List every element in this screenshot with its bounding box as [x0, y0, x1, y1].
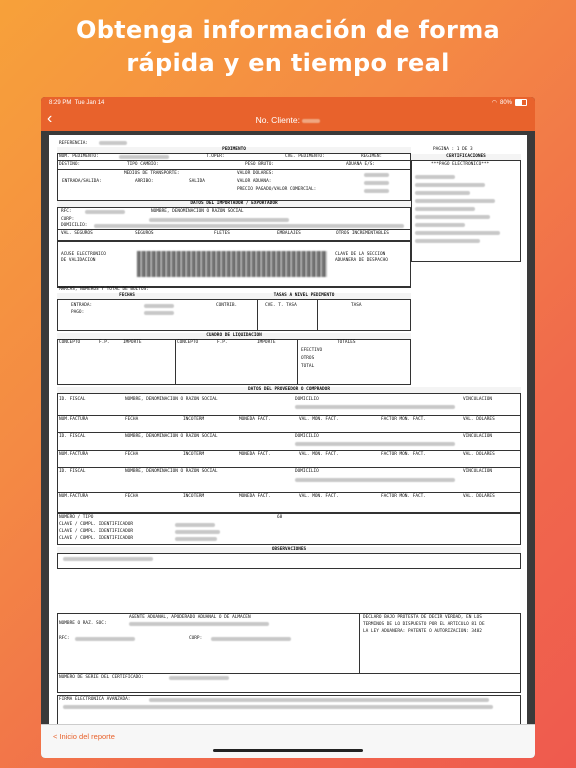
referencia-label: REFERENCIA:	[59, 141, 89, 146]
certificaciones-blurred-lines	[415, 171, 515, 247]
promo-line-1: Obtenga información de forma	[76, 16, 500, 44]
validation-barcode	[137, 251, 327, 277]
bottom-toolbar	[41, 724, 535, 758]
navigation-bar	[41, 109, 535, 131]
battery-percent: 80%	[499, 99, 512, 106]
tablet-screen	[41, 97, 535, 758]
page-indicator: PAGINA : 1 DE 3	[433, 147, 473, 152]
client-number	[302, 119, 320, 123]
pedimento-header-box	[57, 147, 411, 201]
status-bar	[41, 97, 535, 109]
wifi-icon: ◠	[491, 100, 497, 106]
promo-line-2: rápida y en tiempo real	[126, 49, 450, 77]
nav-title: No. Cliente:	[41, 115, 535, 125]
status-time: 8:29 PM	[49, 100, 72, 106]
pedimento-document[interactable]: REFERENCIA: PEDIMENTO NUM. PEDIMENTO: T.OPER: CVE. PEDIMENTO: REGIMEN: DESTINO: TIPO CAMBIO: PESO BRUTO: ADUANA E/S: MEDIOS DE TRANSPORTE: ENTRADA/SALIDA: ARRIBO: SALIDA VALOR DOLARES: VALOR ADUANA: PRECIO PAGADO/VALOR COMERCIAL: PAGINA : 1 DE 3 CERTIFICACIONES ***PAGO ELECTRONICO*** DATOS DEL IMPORTADOR / EXPORTADOR RFC: NOMBRE, DENOMINACION O RAZON SOCIAL CURP: DOMICILIO: VAL. SEGUROS SEGUROS FLETES EMBALAJES OTROS INCREMENTABLES ACUSE ELECTRONICO DE VALIDACION CLAVE DE LA SECCION ADUANERA DE DESPACHO MARCAS, NUMEROS Y TOTAL DE BULTOS: FECHAS TASAS A NIVEL PEDIMENTO ENTRADA: PAGO: CONTRIB. CVE. T. TASA TASA CUADRO DE LIQUIDACION CONCEPTO F.P. IMPORTE CONCEPTO F.P. IMPORTE TOTALES EFECTIVO OTROS TOTAL DATOS DEL PROVEEDOR O COMPRADOR ID. FISCAL NOMBRE, DENOMINACION O RAZON SOCIAL DOMICILIO VINCULACION NUM.FACTURA FECHA INCOTERM MONEDA FACT. VAL. MON. FACT. FACTOR MON. FACT. VAL. DOLARES ID. FISCAL NOMBRE, DENOMINACION O RAZON SOCIAL DOMICILIO VINCULACION NUM.FACTURA FECHA INCOTERM MONEDA FACT. VAL. MON. FACT. FACTOR MON. FACT. VAL. DOLARES ID. FISCAL NOMBRE, DENOMINACION O RAZON SOCIAL DOMICILIO VINCULACION NUM.FACTURA FECHA INCOTERM MONEDA FACT. VAL. MON. FACT. FACTOR MON. FACT. VAL. DOLARES NUMERO / TIPO 68 CLAVE / COMPL. IDENTIFICADOR CLAVE / COMPL. IDENTIFICADOR CLAVE / COMPL. IDENTIFICADOR OBSERVACIONES AGENTE ADUANAL, APODERADO ADUANAL O DE ALMACEN NOMBRE O RAZ. SOC: RFC: CURP: DECLARO BAJO PROTESTA DE DECIR VERDAD, EN LOS TERMINOS DE LO DISPUESTO POR EL ARTICULO 81 DE LA LEY ADUANERA: PATENTE O AUTORIZACION: 3482 NUMERO DE SERIE DEL CERTIFICADO: FIRMA ELECTRONICA AVANZADA:	[49, 135, 527, 725]
status-date: Tue Jan 14	[74, 100, 105, 106]
promo-headline	[0, 14, 576, 80]
battery-icon	[515, 99, 527, 106]
home-indicator	[213, 749, 363, 752]
report-start-link[interactable]: < Inicio del reporte	[53, 732, 115, 741]
pedimento-title: PEDIMENTO	[57, 147, 411, 154]
liquidacion-box	[57, 333, 411, 385]
back-chevron-icon[interactable]: ‹	[47, 110, 53, 127]
